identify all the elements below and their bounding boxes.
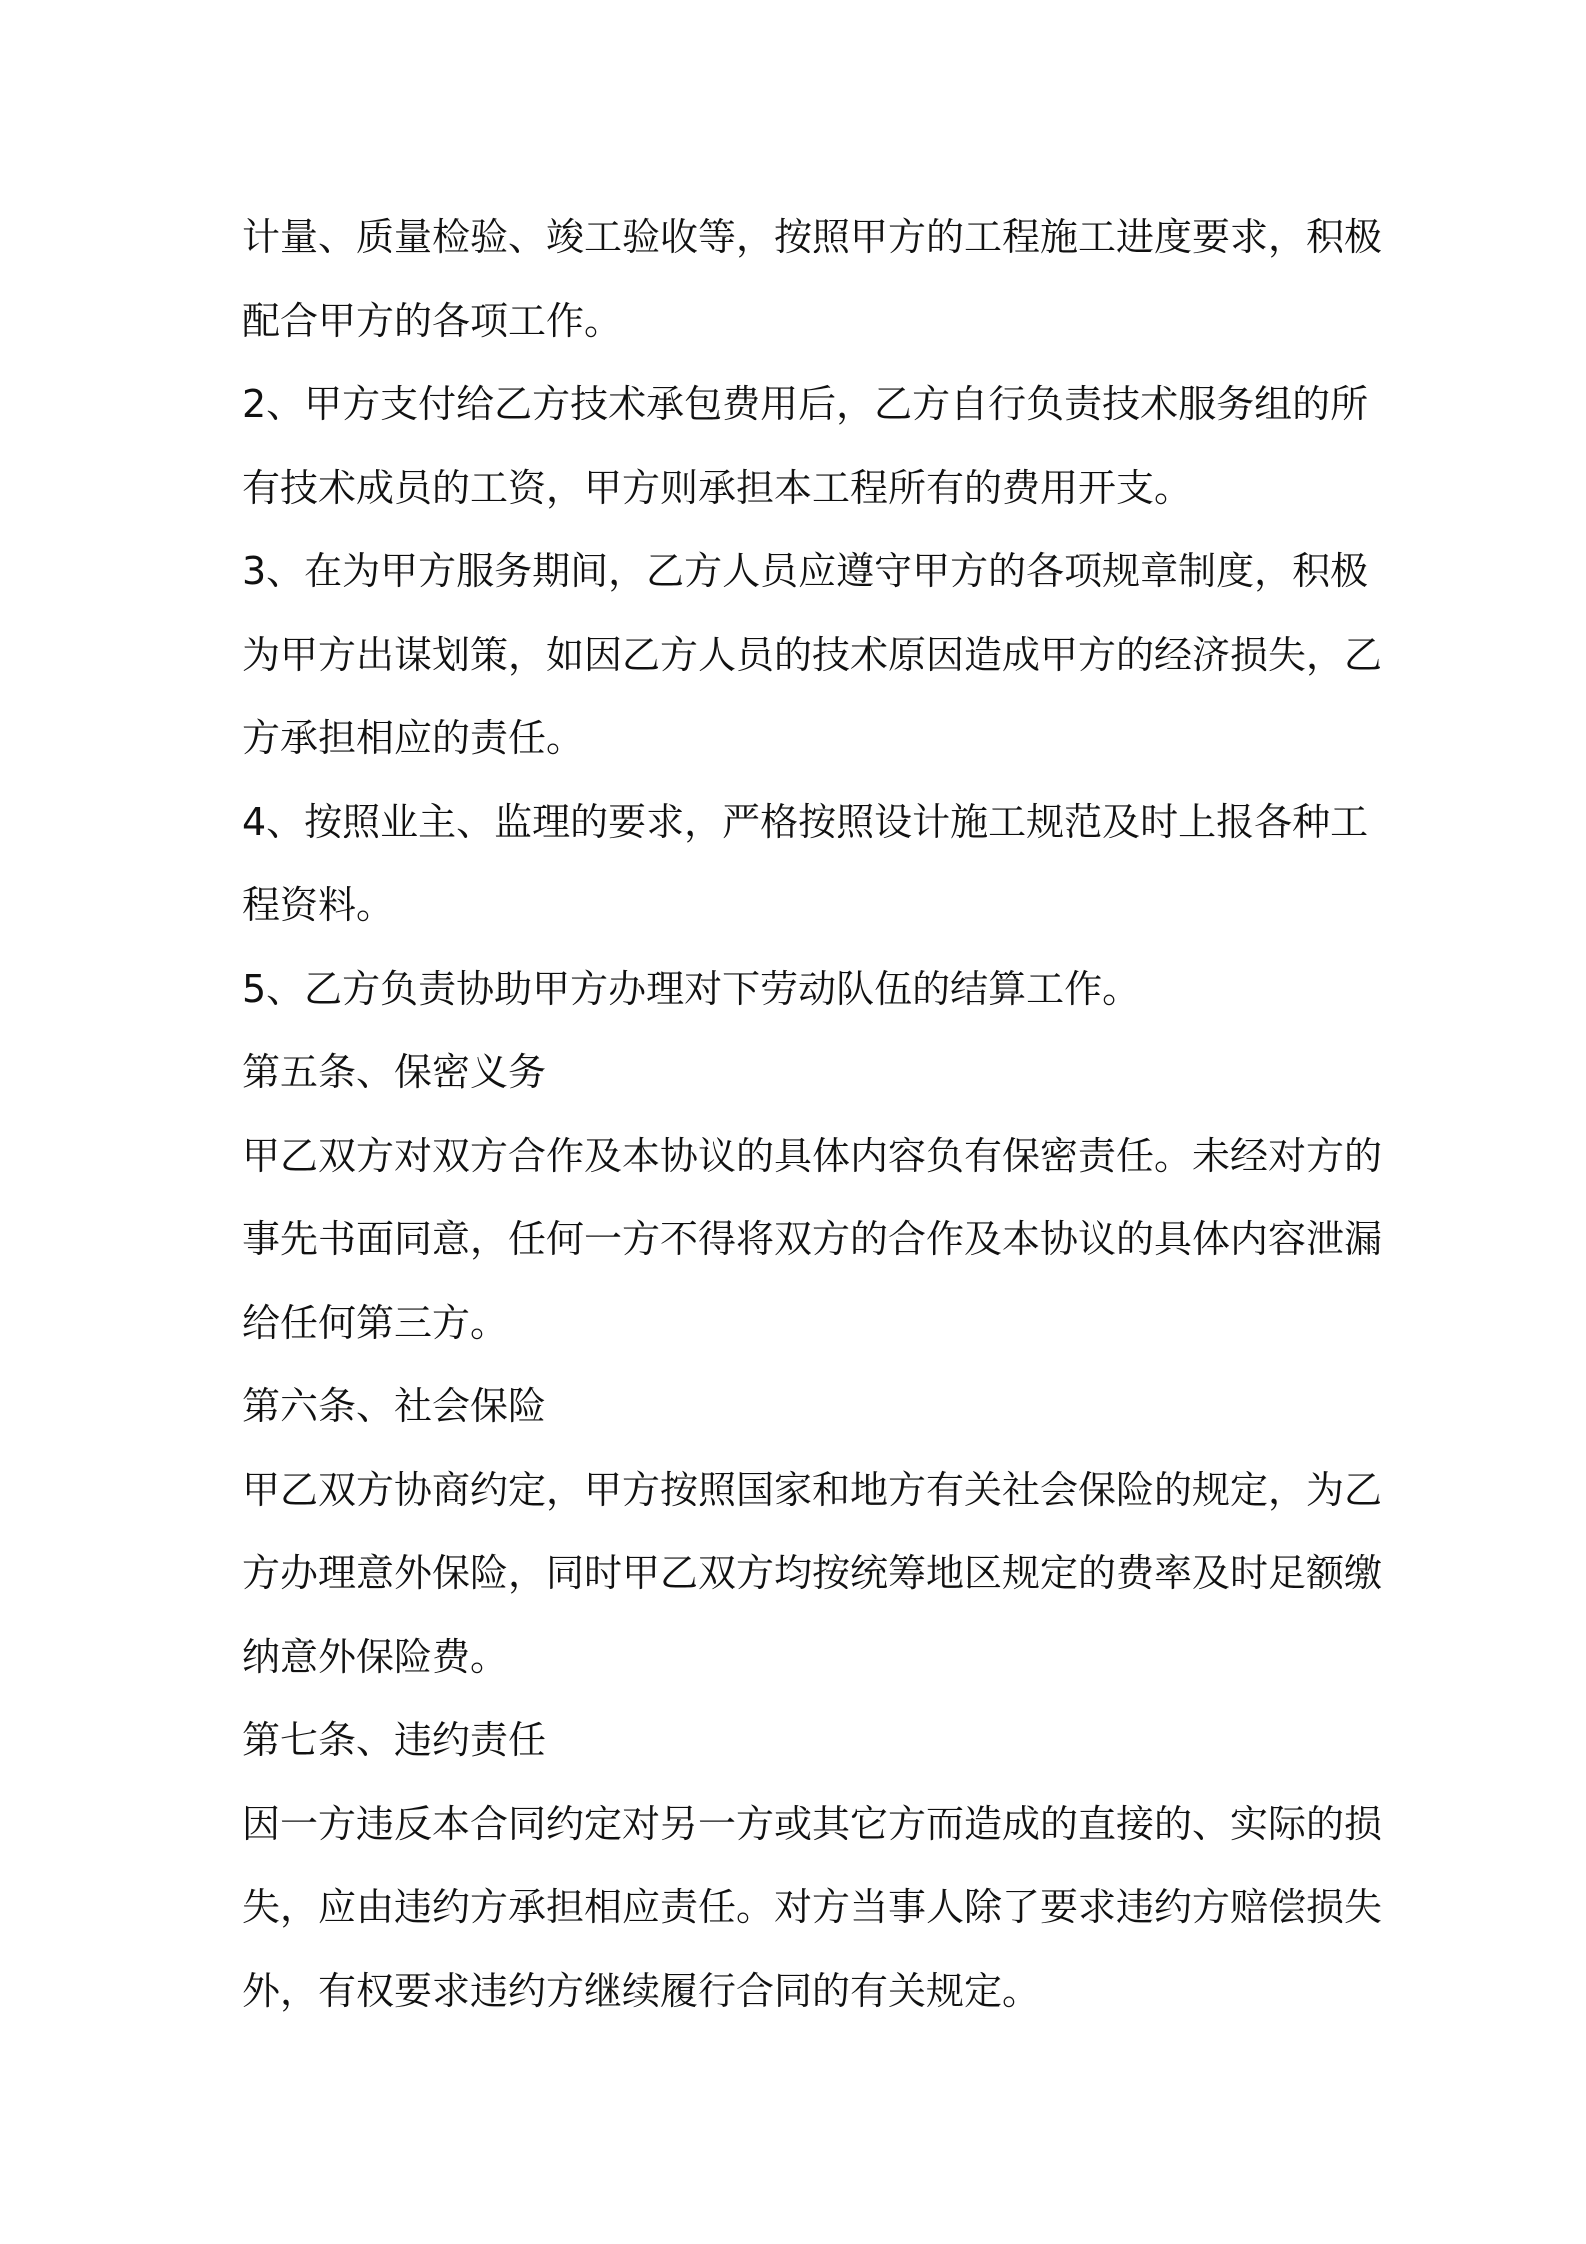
text-line: 计量、质量检验、竣工验收等，按照甲方的工程施工进度要求，积极: [242, 215, 1383, 259]
section-heading: 第五条、保密义务: [242, 1050, 547, 1094]
text-line: 因一方违反本合同约定对另一方或其它方而造成的直接的、实际的损: [242, 1801, 1383, 1846]
text-line: 纳意外保险费。: [242, 1634, 509, 1679]
text-line: 3、在为甲方服务期间，乙方人员应遵守甲方的各项规章制度，积极: [242, 549, 1369, 593]
text-line: 甲乙双方对双方合作及本协议的具体内容负有保密责任。未经对方的: [242, 1133, 1383, 1178]
text-line: 事先书面同意，任何一方不得将双方的合作及本协议的具体内容泄漏: [242, 1217, 1383, 1261]
section-heading: 第七条、违约责任: [242, 1718, 547, 1762]
text-line: 外，有权要求违约方继续履行合同的有关规定。: [242, 1968, 1041, 2013]
text-line: 配合甲方的各项工作。: [242, 298, 623, 343]
section-heading: 第六条、社会保险: [242, 1384, 547, 1428]
text-line: 甲乙双方协商约定，甲方按照国家和地方有关社会保险的规定，为乙: [242, 1467, 1383, 1512]
text-line: 方承担相应的责任。: [242, 716, 585, 760]
text-line: 给任何第三方。: [242, 1300, 509, 1345]
document-body: [242, 196, 1383, 2033]
text-line: 5、乙方负责协助甲方办理对下劳动队伍的结算工作。: [242, 966, 1141, 1011]
text-line: 4、按照业主、监理的要求，严格按照设计施工规范及时上报各种工: [242, 799, 1369, 844]
text-line: 2、甲方支付给乙方技术承包费用后，乙方自行负责技术服务组的所: [242, 382, 1369, 426]
text-line: 方办理意外保险，同时甲乙双方均按统筹地区规定的费率及时足额缴: [242, 1551, 1383, 1595]
text-line: 有技术成员的工资，甲方则承担本工程所有的费用开支。: [242, 465, 1193, 510]
text-line: 失，应由违约方承担相应责任。对方当事人除了要求违约方赔偿损失: [242, 1885, 1383, 1929]
text-line: 为甲方出谋划策，如因乙方人员的技术原因造成甲方的经济损失，乙: [242, 632, 1383, 677]
text-line: 程资料。: [242, 883, 395, 927]
